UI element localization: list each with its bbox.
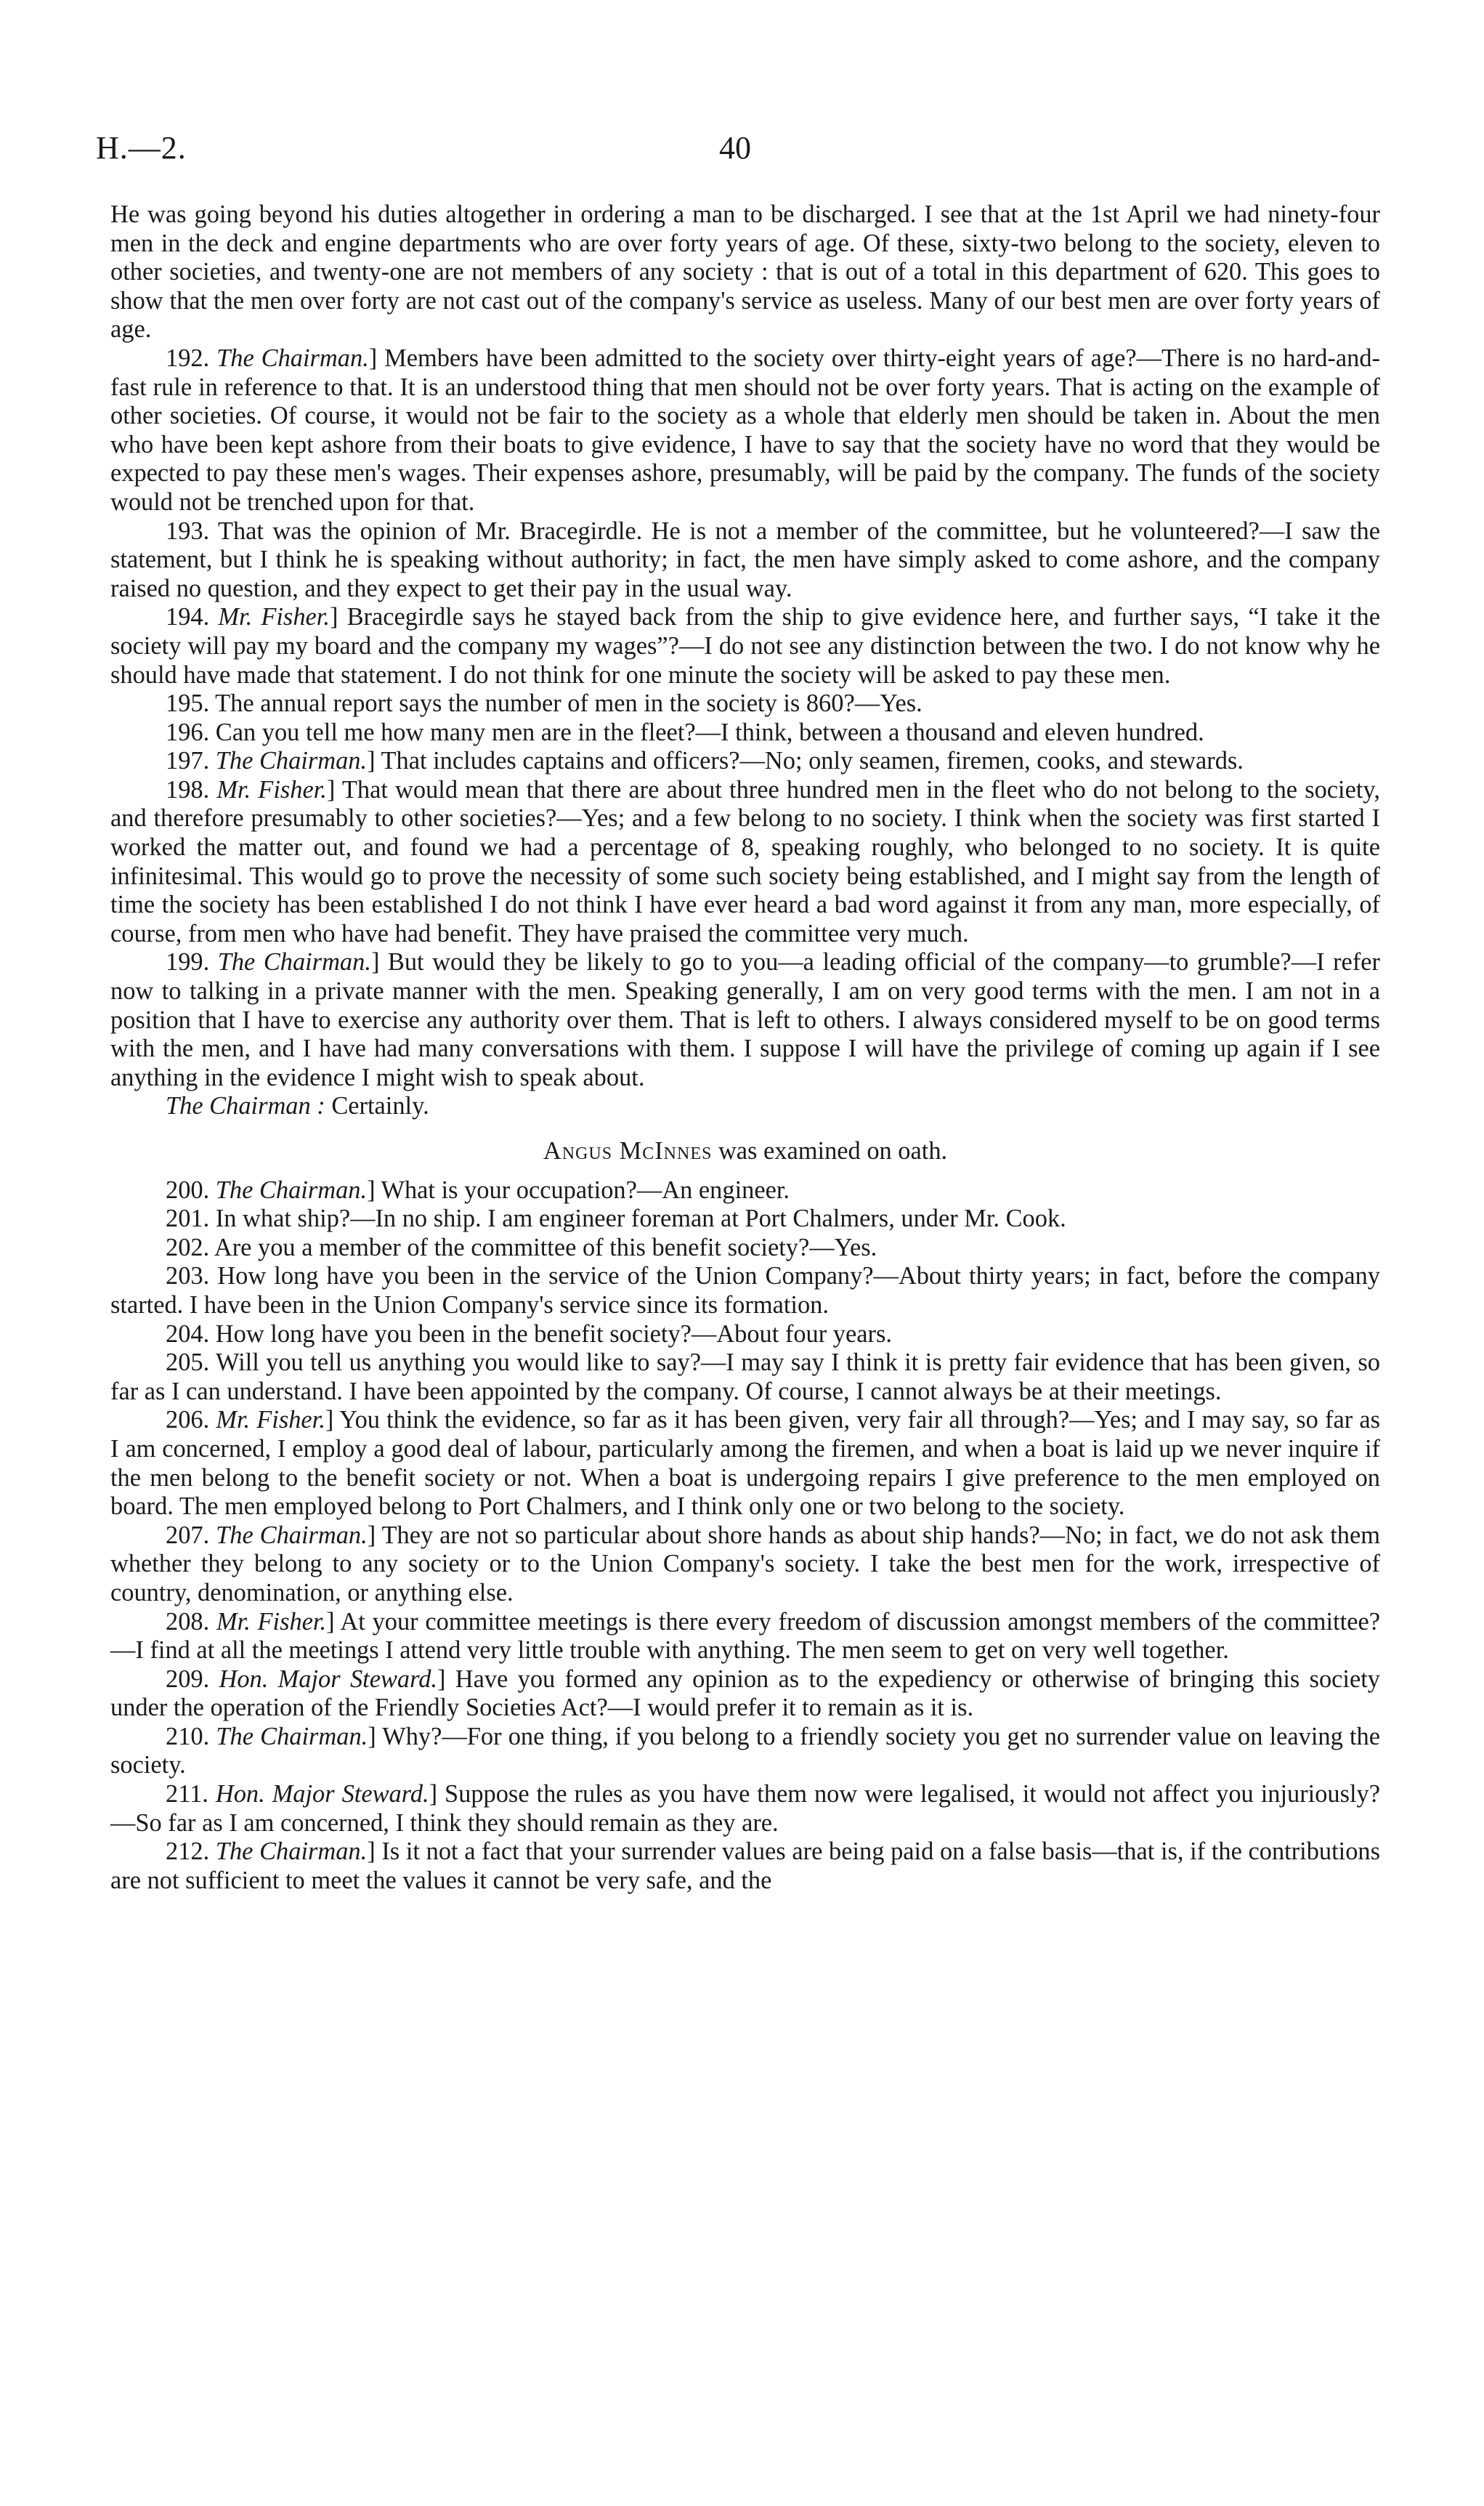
question-text: Will you tell us anything you would like to say?—I may say I think it is pretty fair evidence that has been given, so far as I can understand. I have been appointed by the company. Of course, I cannot always be at their meetings. — [110, 1349, 1380, 1405]
question-text: Are you a member of the committee of this benefit society?—Yes. — [214, 1233, 877, 1261]
question-number: 199. — [166, 948, 210, 977]
speaker: Mr. Fisher. — [216, 775, 327, 804]
speaker: Mr. Fisher. — [216, 1607, 327, 1636]
question-number: 212. — [166, 1838, 210, 1866]
question-number: 210. — [166, 1722, 210, 1750]
question-text: The annual report says the number of men in the society is 860?—Yes. — [215, 690, 923, 718]
question-204 — [110, 1320, 1380, 1349]
speaker: The Chairman. — [215, 1838, 368, 1866]
speaker: Hon. Major Steward. — [219, 1665, 437, 1693]
speaker: The Chairman. — [215, 747, 368, 775]
question-number: 201. — [166, 1205, 210, 1233]
question-number: 202. — [166, 1233, 210, 1261]
question-number: 192. — [166, 344, 210, 372]
question-text: In what ship?—In no ship. I am engineer foreman at Port Chalmers, under Mr. Cook. — [215, 1205, 1066, 1233]
witness-heading-text: was examined on oath. — [712, 1137, 948, 1165]
question-number: 208. — [166, 1607, 210, 1636]
question-text: ] They are not so particular about shore hands as about ship hands?—No; in fact, we do not ask them whether they belong to any society or to the Union Company's society. I take the best men for the work, irrespective of country, denomination, or anything else. — [110, 1521, 1380, 1606]
question-196 — [110, 719, 1380, 748]
question-200 — [110, 1176, 1380, 1205]
question-number: 207. — [166, 1521, 210, 1549]
question-text: ] That includes captains and officers?—No; only seamen, firemen, cooks, and stewards. — [367, 747, 1244, 775]
question-number: 205. — [166, 1349, 210, 1377]
question-205 — [110, 1349, 1380, 1406]
witness-name: Angus McInnes — [543, 1137, 713, 1165]
question-text: ] Members have been admitted to the society over thirty-eight years of age?—There is no hard-and-fast rule in reference to that. It is an understood thing that men should not be over forty years. That is acting on the example of other societies. Of course, it would not be fair to the society as a whole that elderly men should be taken in. About the men who have been kept ashore from their boats to give evidence, I have to say that the society have no word that they would be expected to pay these men's wages. Their expenses ashore, presumably, will be paid by the company. The funds of the society would not be trenched upon for that. — [110, 344, 1380, 516]
question-197 — [110, 747, 1380, 776]
question-212 — [110, 1838, 1380, 1895]
question-number: 203. — [166, 1262, 210, 1290]
document-reference: H.—2. — [96, 130, 187, 166]
question-number: 209. — [166, 1665, 210, 1693]
speaker: The Chairman. — [215, 1176, 368, 1204]
question-198 — [110, 776, 1380, 949]
speaker: Mr. Fisher. — [218, 603, 330, 631]
question-203 — [110, 1262, 1380, 1319]
question-207 — [110, 1521, 1380, 1608]
speaker: Mr. Fisher. — [216, 1406, 325, 1434]
question-number: 198. — [166, 775, 210, 804]
question-number: 204. — [166, 1319, 210, 1348]
question-text: ] Bracegirdle says he stayed back from the ship to give evidence here, and further says, “I take it the society will pay my board and the company my wages”?—I do not see any distinction between the two. I do not know why he should have made that statement. I do not think for one minute the society will be asked to pay these men. — [110, 603, 1380, 689]
question-text: ] At your committee meetings is there every freedom of discussion amongst members of the committee?—I find at all the meetings I attend very little trouble with anything. The men seem to get on very well together. — [110, 1607, 1380, 1665]
question-number: 206. — [166, 1406, 210, 1434]
question-208 — [110, 1608, 1380, 1665]
question-text: ] That would mean that there are about three hundred men in the fleet who do not belong to the society, and therefore presumably to other societies?—Yes; and a few belong to no society. I think when the society was first started I worked the matter out, and found we had a percentage of 8, speaking roughly, who belonged to no society. It is quite infinitesimal. This would go to prove the necessity of some such society being established, and I might say from the length of time the society has been established I do not think I have ever heard a bad word against it from any man, more especially, of course, from men who have had benefit. They have praised the committee very much. — [110, 775, 1380, 947]
question-193 — [110, 517, 1380, 604]
question-202 — [110, 1234, 1380, 1263]
question-206 — [110, 1406, 1380, 1521]
speaker: The Chairman. — [216, 1521, 368, 1549]
question-text: How long have you been in the benefit society?—About four years. — [215, 1319, 892, 1348]
question-text: ] Suppose the rules as you have them now were legalised, it would not affect you injuriously?—So far as I am concerned, I think they should remain as they are. — [110, 1780, 1380, 1837]
question-number: 193. — [166, 517, 210, 545]
question-number: 211. — [166, 1780, 208, 1808]
question-text: ] But would they be likely to go to you—a leading official of the company—to grumble?—I refer now to talking in a private manner with the men. Speaking generally, I am on very good terms with the men. I am not in a position that I have to exercise any authority over them. That is left to others. I always considered myself to be on good terms with the men, and I have had many conversations with them. I suppose I will have the privilege of coming up again if I see anything in the evidence I might wish to speak about. — [110, 948, 1380, 1091]
question-number: 200. — [166, 1176, 210, 1204]
speaker: The Chairman. — [217, 948, 371, 977]
question-210 — [110, 1723, 1380, 1780]
question-209 — [110, 1665, 1380, 1723]
question-number: 194. — [166, 603, 210, 631]
question-number: 197. — [166, 747, 210, 775]
question-text: ] What is your occupation?—An engineer. — [367, 1176, 790, 1204]
witness-heading — [110, 1137, 1380, 1166]
question-201 — [110, 1205, 1380, 1234]
closing-text: Certainly. — [325, 1092, 429, 1120]
question-text: ] Have you formed any opinion as to the expediency or otherwise of bringing this society under the operation of the Friendly Societies Act?—I would prefer it to remain as it is. — [110, 1665, 1381, 1722]
question-text: ] Is it not a fact that your surrender values are being paid on a false basis—that is, if the contributions are not sufficient to meet the values it cannot be very safe, and the — [110, 1838, 1380, 1894]
page-header — [0, 129, 1484, 173]
speaker: Hon. Major Steward. — [215, 1780, 429, 1808]
question-194 — [110, 603, 1380, 690]
question-text: That was the opinion of Mr. Bracegirdle. He is not a member of the committee, but he volunteered?—I saw the statement, but I think he is speaking without authority; in fact, the men have simply asked to come ashore, and the company raised no question, and they expect to get their pay in the usual way. — [110, 517, 1381, 602]
speaker: The Chairman. — [216, 344, 369, 372]
paragraph-text: He was going beyond his duties altogether in ordering a man to be discharged. I see that at the 1st April we had ninety-four men in the deck and engine departments who are over forty years of age. Of these, sixty-two belong to the society, eleven to other societies, and twenty-one are not members of any society : that is out of a total in this department of 620. This goes to show that the men over forty are not cast out of the company's service as useless. Many of our best men are over forty years of age. — [110, 201, 1380, 344]
question-195 — [110, 690, 1380, 719]
question-text: Can you tell me how many men are in the fleet?—I think, between a thousand and eleven hundred. — [215, 718, 1204, 746]
page-body — [110, 201, 1380, 1895]
paragraph-continuation — [110, 201, 1380, 344]
speaker: The Chairman. — [216, 1722, 368, 1750]
question-211 — [110, 1780, 1380, 1838]
question-192 — [110, 344, 1380, 517]
page-number: 40 — [719, 130, 751, 166]
question-text: ] You think the evidence, so far as it has been given, very fair all through?—Yes; and I may say, so far as I am concerned, I employ a good deal of labour, particularly among the firemen, and when a boat is laid up we never inquire if the men belong to the benefit society or not. When a boat is undergoing repairs I give preference to the men employed on board. The men employed belong to Port Chalmers, and I think only one or two belong to the society. — [110, 1406, 1380, 1521]
chairman-closing — [110, 1092, 1380, 1121]
question-number: 195. — [166, 690, 210, 718]
question-199 — [110, 948, 1380, 1092]
question-number: 196. — [166, 718, 210, 746]
question-text: ] Why?—For one thing, if you belong to a friendly society you get no surrender value on leaving the society. — [110, 1722, 1380, 1779]
question-text: How long have you been in the service of the Union Company?—About thirty years; in fact, before the company started. I have been in the Union Company's service since its formation. — [110, 1262, 1380, 1319]
speaker: The Chairman : — [166, 1092, 325, 1120]
